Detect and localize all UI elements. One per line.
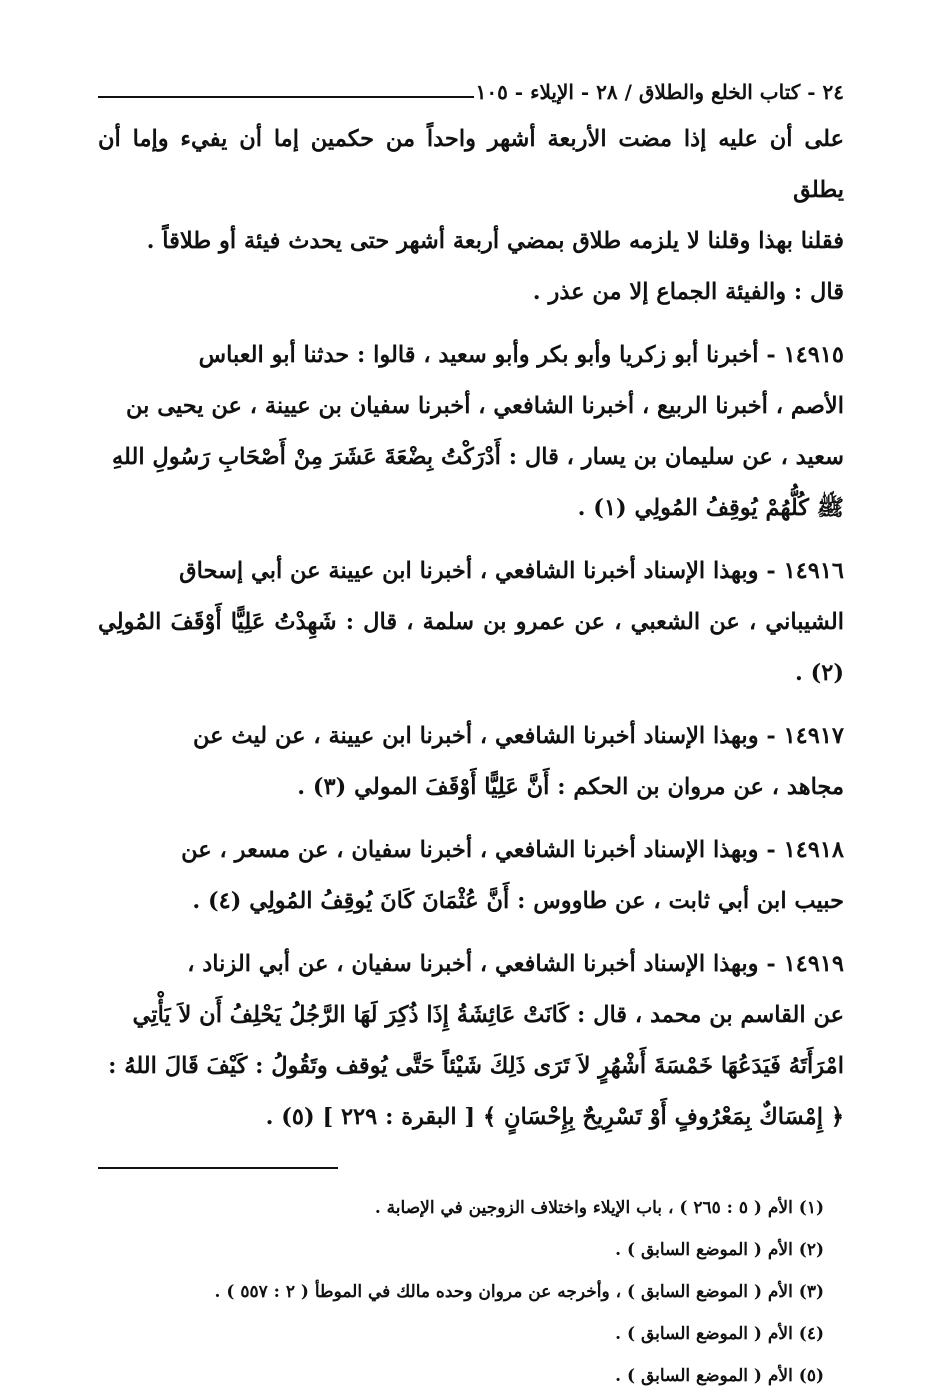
text-line: حبيب ابن أبي ثابت ، عن طاووس : أَنَّ عُثْمَانَ كَانَ يُوقِفُ المُولِي (٤) .	[192, 888, 844, 914]
footnote: (٤) الأم ( الموضع السابق ) .	[615, 1324, 824, 1344]
page	[98, 70, 844, 1397]
paragraph	[98, 546, 844, 699]
paragraph	[98, 939, 844, 1143]
text-line: على أن عليه إذا مضت الأربعة أشهر واحداً من حكمين إما أن يفيء وإما أن يطلق	[98, 126, 844, 203]
text-line: ١٤٩١٧ - وبهذا الإسناد أخبرنا الشافعي ، أخبرنا ابن عيينة ، عن ليث عن	[193, 723, 844, 749]
text-line: ﴿ إِمْسَاكٌ بِمَعْرُوفٍ أَوْ تَسْرِيحٌ بِإِحْسَانٍ ﴾ [ البقرة : ٢٢٩ ] (٥) .	[265, 1104, 844, 1130]
paragraph	[98, 330, 844, 534]
text-line: قال : والفيئة الجماع إلا من عذر .	[532, 279, 844, 305]
text-line: ١٤٩١٥ - أخبرنا أبو زكريا وأبو بكر وأبو سعيد ، قالوا : حدثنا أبو العباس	[198, 342, 844, 368]
text-line: فقلنا بهذا وقلنا لا يلزمه طلاق بمضي أربعة أشهر حتى يحدث فيئة أو طلاقاً .	[146, 228, 844, 254]
footnote: (٣) الأم ( الموضع السابق ) ، وأخرجه عن مروان وحده مالك في الموطأ ( ٢ : ٥٥٧ ) .	[214, 1282, 824, 1302]
text-line: ١٤٩١٩ - وبهذا الإسناد أخبرنا الشافعي ، أخبرنا سفيان ، عن أبي الزناد ،	[187, 951, 844, 977]
text-line: مجاهد ، عن مروان بن الحكم : أَنَّ عَلِيًّا أَوْقَفَ المولي (٣) .	[297, 774, 844, 800]
text-line: ﷺ كُلُّهُمْ يُوقِفُ المُولِي (١) .	[577, 495, 844, 521]
paragraph	[98, 825, 844, 927]
footnote-rule	[98, 1167, 338, 1169]
paragraph	[98, 114, 844, 318]
footnote: (٥) الأم ( الموضع السابق ) .	[615, 1366, 824, 1386]
footnotes	[98, 1187, 824, 1397]
page-header	[98, 70, 844, 114]
footnote: (١) الأم ( ٥ : ٢٦٥ ) ، باب الإيلاء واختلاف الزوجين في الإصابة .	[374, 1198, 824, 1218]
body-text	[98, 114, 844, 1143]
text-line: الأصم ، أخبرنا الربيع ، أخبرنا الشافعي ، أخبرنا سفيان بن عيينة ، عن يحيى بن	[125, 393, 844, 419]
text-line: ١٤٩١٨ - وبهذا الإسناد أخبرنا الشافعي ، أخبرنا سفيان ، عن مسعر ، عن	[181, 837, 844, 863]
text-line: الشيباني ، عن الشعبي ، عن عمرو بن سلمة ، قال : شَهِدْتُ عَلِيًّا أَوْقَفَ المُولِي (٢) .	[98, 609, 844, 686]
header-rule	[98, 96, 474, 98]
paragraph	[98, 711, 844, 813]
footnote: (٢) الأم ( الموضع السابق ) .	[615, 1240, 824, 1260]
running-head: ٢٤ - كتاب الخلع والطلاق / ٢٨ - الإيلاء - ١٠٥	[475, 80, 844, 104]
text-line: عن القاسم بن محمد ، قال : كَانَتْ عَائِشَةُ إِذَا ذُكِرَ لَهَا الرَّجُلُ يَحْلِفُ أَن لاَ يَأْتِي	[132, 1002, 844, 1028]
text-line: امْرَأَتَهُ فَيَدَعُهَا خَمْسَةَ أَشْهُرٍ لاَ تَرَى ذَلِكَ شَيْئاً حَتَّى يُوقف وتَقُولُ : كَيْفَ قَالَ اللهُ :	[108, 1053, 844, 1079]
text-line: سعيد ، عن سليمان بن يسار ، قال : أَدْرَكْتُ بِضْعَةَ عَشَرَ مِنْ أَصْحَابِ رَسُولِ اللهِ	[111, 444, 844, 470]
text-line: ١٤٩١٦ - وبهذا الإسناد أخبرنا الشافعي ، أخبرنا ابن عيينة عن أبي إسحاق	[179, 558, 844, 584]
